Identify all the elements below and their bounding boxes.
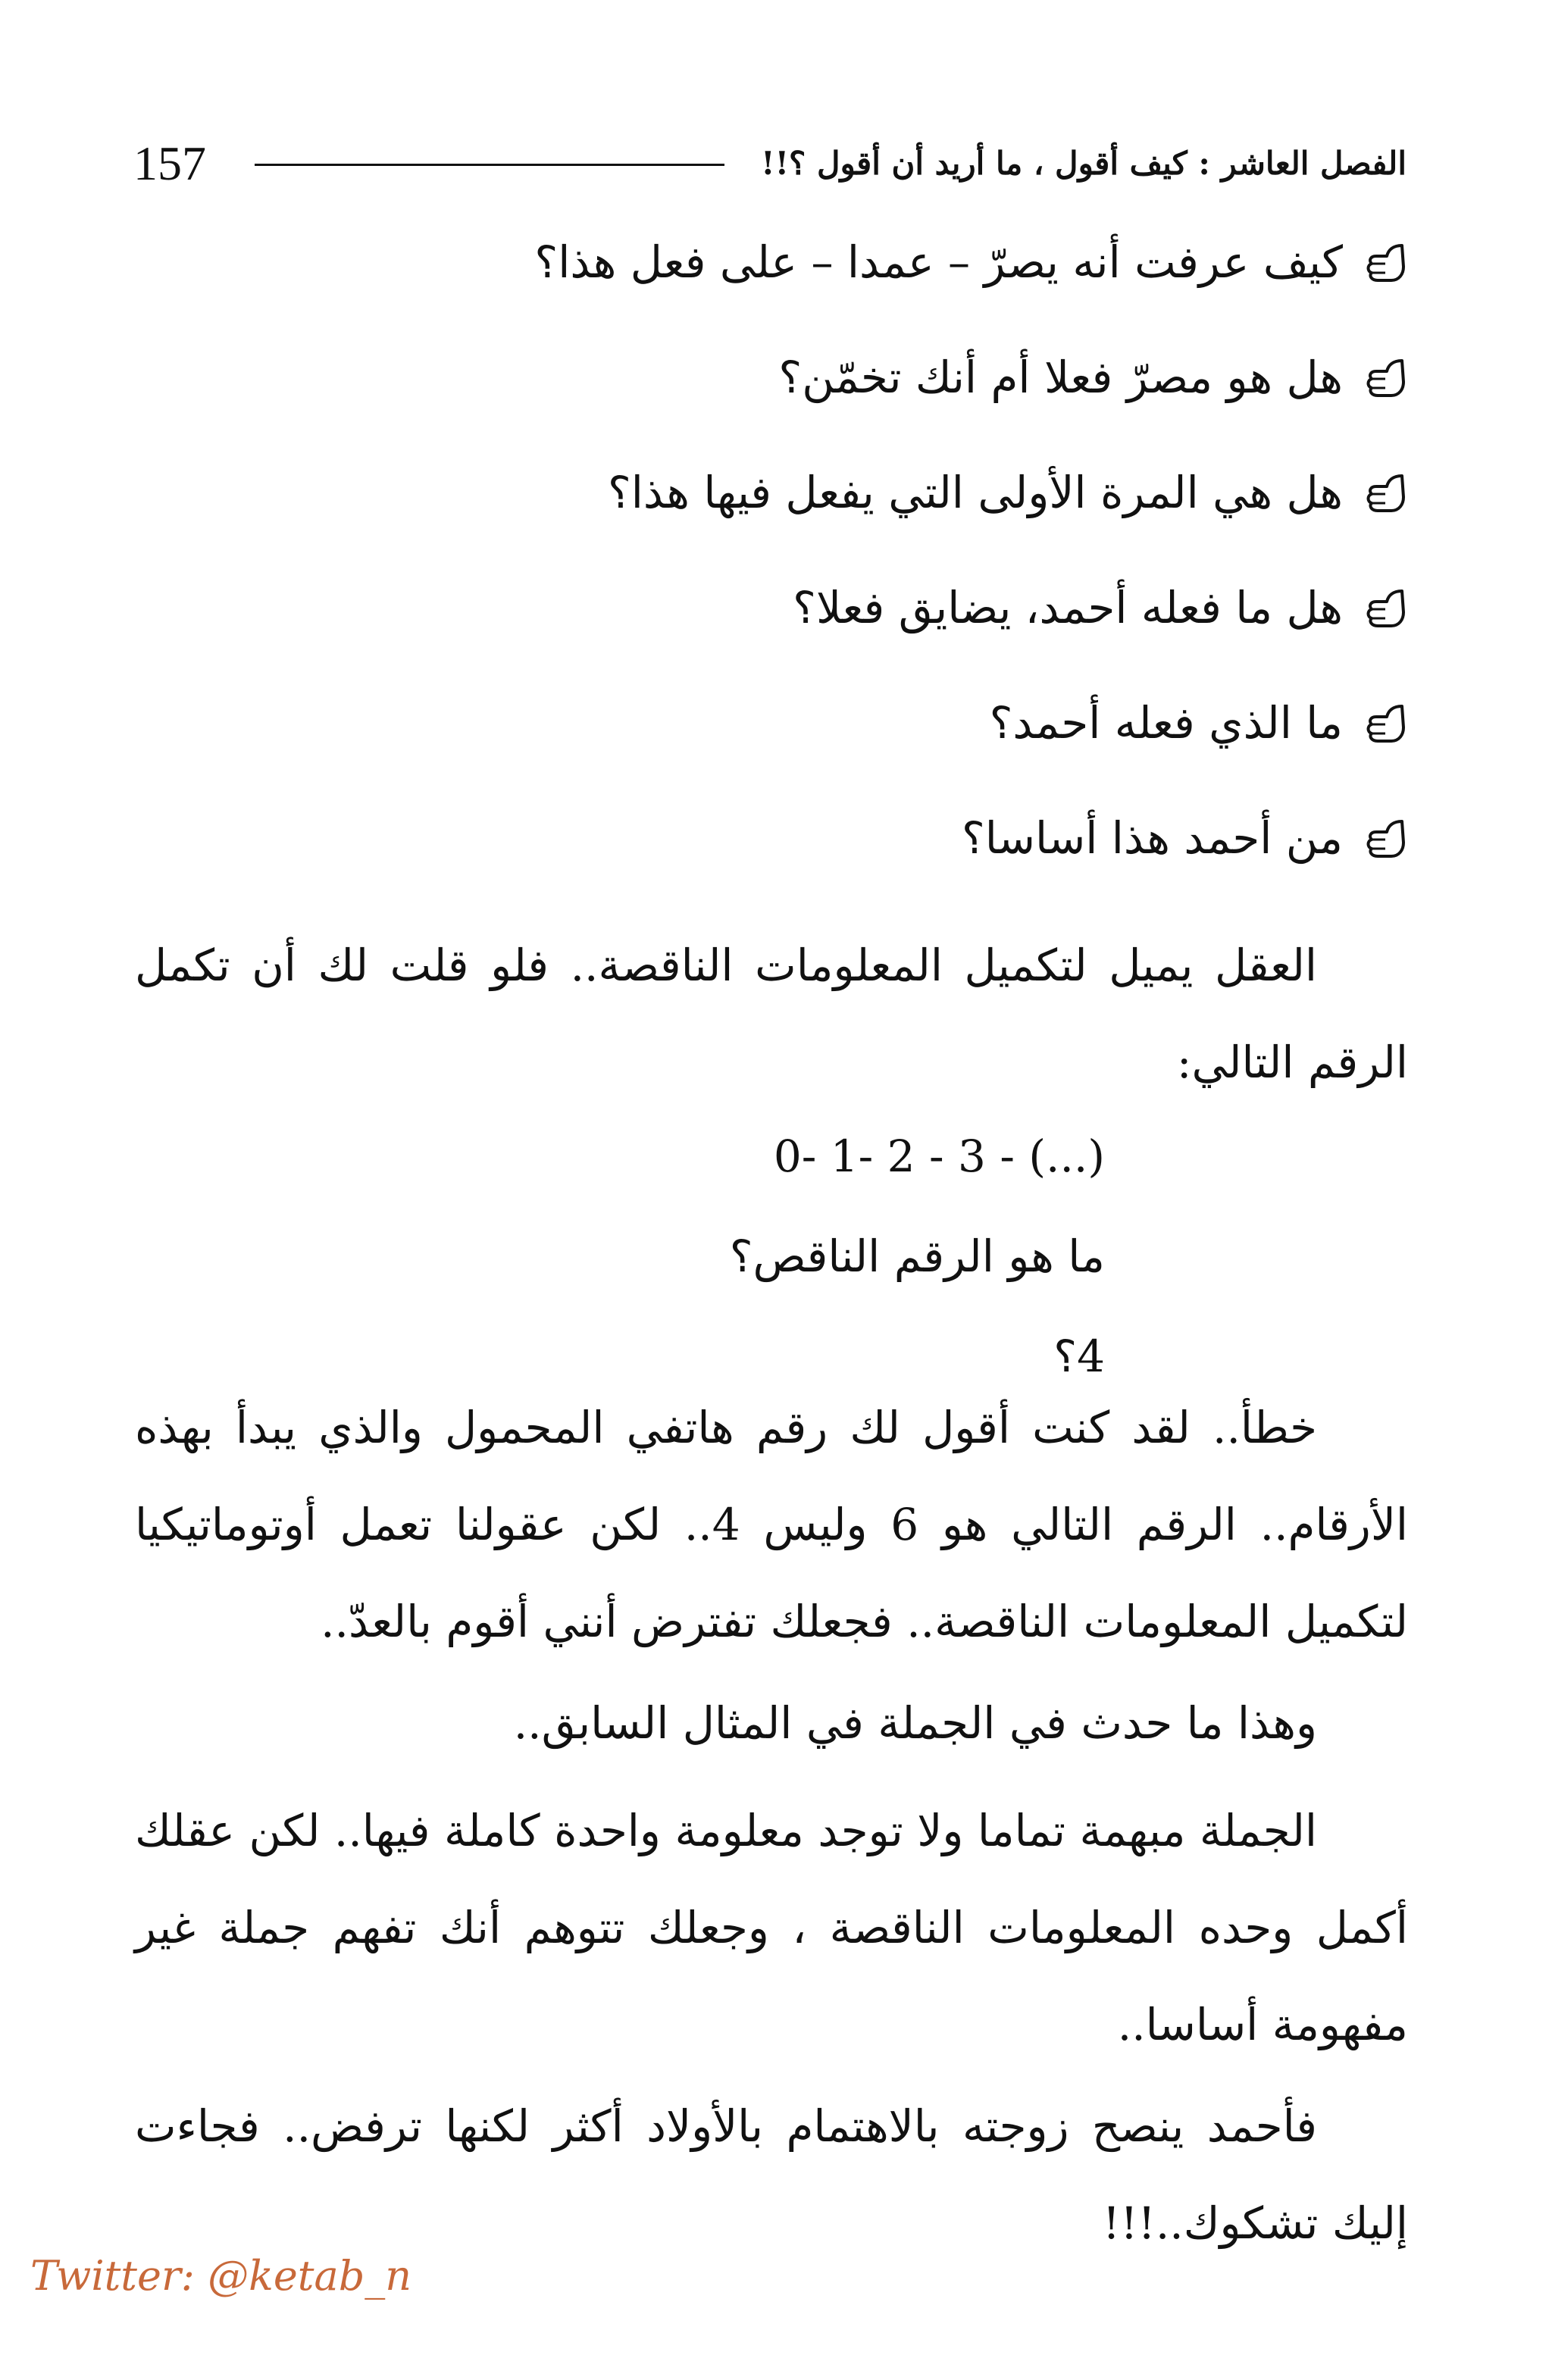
number-sequence-block (347, 1106, 1105, 1406)
pointing-hand-icon (1363, 585, 1408, 630)
list-item (196, 320, 1408, 435)
watermark: Twitter: @ketab_n (30, 2252, 412, 2300)
missing-number-question: ما هو الرقم الناقص؟ (729, 1231, 1105, 1282)
list-item (196, 435, 1408, 550)
pointing-hand-icon (1363, 239, 1408, 285)
pointing-hand-icon (1363, 470, 1408, 515)
bullet-text: هل ما فعله أحمد، يضايق فعلا؟ (793, 582, 1343, 633)
question-list (196, 205, 1408, 896)
bullet-text: هل هو مصرّ فعلا أم أنك تخمّن؟ (778, 352, 1343, 403)
paragraph-conclusion: فأحمد ينصح زوجته بالاهتمام بالأولاد أكثر لكنها ترفض.. فجاءت إليك تشكوك..!!! (135, 2100, 1408, 2249)
header-rule (255, 164, 724, 166)
pointing-hand-icon (1363, 815, 1408, 861)
page-number: 157 (133, 136, 206, 190)
bullet-text: ما الذي فعله أحمد؟ (989, 697, 1343, 749)
paragraph-intro: العقل يميل لتكميل المعلومات الناقصة.. فلو قلت لك أن تكمل الرقم التالي: (135, 940, 1408, 1088)
paragraph-ambiguous-sentence: الجملة مبهمة تماما ولا توجد معلومة واحدة كاملة فيها.. لكن عقلك أكمل وحده المعلومات الناقصة ، وجعلك تتوهم أنك تفهم جملة غير مفهومة أساسا.. (135, 1805, 1408, 2050)
number-sequence: 0- 1- 2 - 3 - (...) (773, 1131, 1105, 1182)
guess-answer: 4؟ (1053, 1331, 1105, 1382)
bullet-text: من أحمد هذا أساسا؟ (961, 812, 1343, 864)
paragraph-example-link: وهذا ما حدث في الجملة في المثال السابق.. (513, 1697, 1317, 1749)
list-item (196, 780, 1408, 896)
list-item (196, 205, 1408, 320)
pointing-hand-icon (1363, 700, 1408, 746)
running-title: الفصل العاشر : كيف أقول ، ما أريد أن أقول ؟!! (761, 145, 1406, 182)
list-item (196, 550, 1408, 665)
pointing-hand-icon (1363, 355, 1408, 400)
list-item (196, 665, 1408, 780)
bullet-text: كيف عرفت أنه يصرّ – عمدا – على فعل هذا؟ (534, 236, 1343, 288)
bullet-text: هل هي المرة الأولى التي يفعل فيها هذا؟ (608, 467, 1343, 518)
page-header (133, 133, 1406, 194)
paragraph-explanation: خطأ.. لقد كنت أقول لك رقم هاتفي المحمول والذي يبدأ بهذه الأرقام.. الرقم التالي هو 6 وليس 4.. لكن عقولنا تعمل أوتوماتيكيا لتكميل المعلومات الناقصة.. فجعلك تفترض أنني أقوم بالعدّ.. (135, 1402, 1409, 1647)
